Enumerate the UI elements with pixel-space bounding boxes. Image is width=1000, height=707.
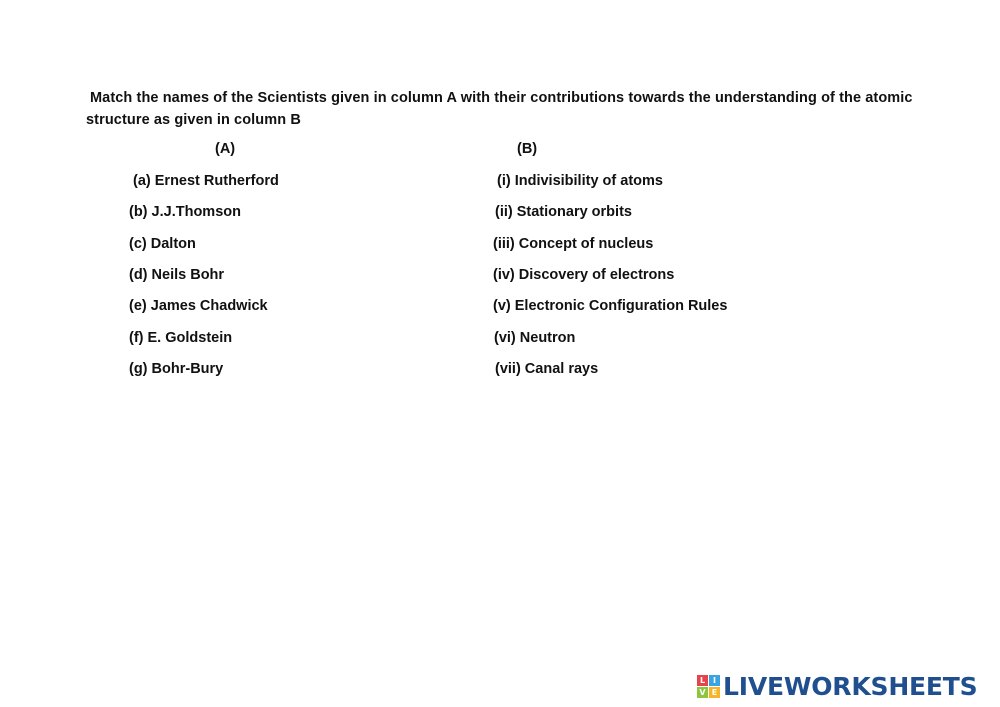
column-a-item: (b) J.J.Thomson <box>129 204 241 220</box>
column-a-header: (A) <box>215 141 236 157</box>
column-a-item: (d) Neils Bohr <box>129 267 225 283</box>
column-b-header: (B) <box>517 141 538 157</box>
liveworksheets-logo <box>697 672 977 700</box>
column-b-item: (v) Electronic Configuration Rules <box>493 298 728 314</box>
instruction-line-1: Match the names of the Scientists given in column A with their contributions towards the understanding of the atomic <box>90 90 913 106</box>
badge-letter: V <box>697 687 708 698</box>
column-b-item: (iii) Concept of nucleus <box>493 236 654 252</box>
instruction-text <box>86 87 926 131</box>
column-b-item: (iv) Discovery of electrons <box>493 267 675 283</box>
column-b-item: (i) Indivisibility of atoms <box>497 173 663 189</box>
column-a-item: (e) James Chadwick <box>129 298 268 314</box>
badge-letter: E <box>709 687 720 698</box>
badge-letter: L <box>697 675 708 686</box>
column-b-item: (vi) Neutron <box>494 330 576 346</box>
column-a-item: (g) Bohr-Bury <box>129 361 224 377</box>
column-a-item: (f) E. Goldstein <box>129 330 233 346</box>
column-b-item: (ii) Stationary orbits <box>495 204 632 220</box>
column-b-item: (vii) Canal rays <box>495 361 599 377</box>
instruction-line-2: structure as given in column B <box>86 112 301 128</box>
badge-letter: I <box>709 675 720 686</box>
column-a-item: (a) Ernest Rutherford <box>133 173 279 189</box>
column-a-item: (c) Dalton <box>129 236 196 252</box>
live-badge-icon <box>697 675 720 698</box>
logo-text: LIVEWORKSHEETS <box>723 671 978 701</box>
